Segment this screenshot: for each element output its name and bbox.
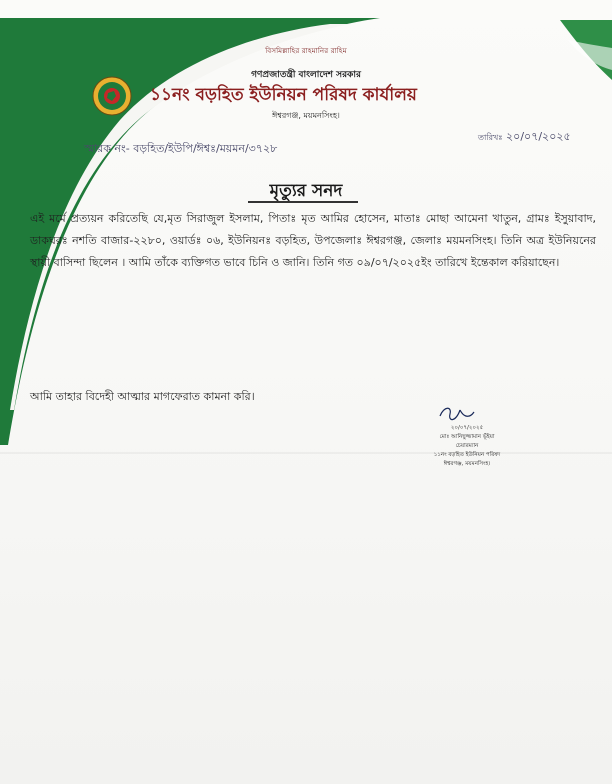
date-label: তারিখঃ — [478, 133, 503, 142]
paper-fold-line — [0, 452, 612, 454]
signature-block — [412, 424, 522, 469]
memo-label: স্মারক নং- — [84, 142, 130, 155]
signatory-designation: চেয়ারম্যান — [455, 443, 479, 449]
header-motto: বিসমিল্লাহির রাহমানির রাহিম — [265, 47, 347, 55]
memo-value: বড়হিত/ইউপি/ঈশ্বঃ/ময়মন/৩৭২৮ — [133, 142, 278, 155]
office-address: ঈশ্বরগঞ্জ, ময়মনসিংহ। — [272, 111, 340, 120]
date-value: ২০/০৭/২০২৫ — [506, 130, 571, 143]
signatory-office: ১১নং বড়হিত ইউনিয়ন পরিষদ — [433, 452, 501, 458]
certificate-body: এই মর্মে প্রত্যয়ন করিতেছি যে,মৃত সিরাজুল ইসলাম, পিতাঃ মৃত আমির হোসেন, মাতাঃ মোছা আমেনা খাতুন, গ্রামঃ ইসুয়াবাদ, ডাকঘরঃ নশতি বাজার-২২৮০, ওয়ার্ডঃ ০৬, ইউনিয়নঃ বড়হিত, উপজেলাঃ ঈশ্বরগঞ্জ, জেলাঃ ময়মনসিংহ। তিনি অত্র ইউনিয়নের স্থায়ী বাসিন্দা ছিলেন । আমি তাঁকে ব্যক্তিগত ভাবে চিনি ও জানি। তিনি গত ০৯/০৭/২০২৫ইং তারিখে ইন্তেকাল করিয়াছেন। — [30, 212, 596, 269]
issue-date — [478, 128, 571, 147]
certificate-title: মৃত্যুর সনদ — [269, 181, 343, 201]
signatory-location: ঈশ্বরগঞ্জ, ময়মনসিংহ। — [443, 461, 491, 467]
signatory-name: মোঃ আনিছুজ্জামান ভূঁইয়া — [439, 434, 495, 440]
memo-number — [84, 140, 277, 159]
prayer-line: আমি তাহার বিদেহী আত্মার মাগফেরাত কামনা করি। — [30, 390, 255, 403]
union-office-name: ১১নং বড়হিত ইউনিয়ন পরিষদ কার্যালয় — [150, 85, 417, 105]
signature-date: ২০/০৭/২০২৫ — [450, 425, 484, 431]
government-title: গণপ্রজাতন্ত্রী বাংলাদেশ সরকার — [251, 70, 361, 80]
title-underline — [248, 201, 358, 203]
